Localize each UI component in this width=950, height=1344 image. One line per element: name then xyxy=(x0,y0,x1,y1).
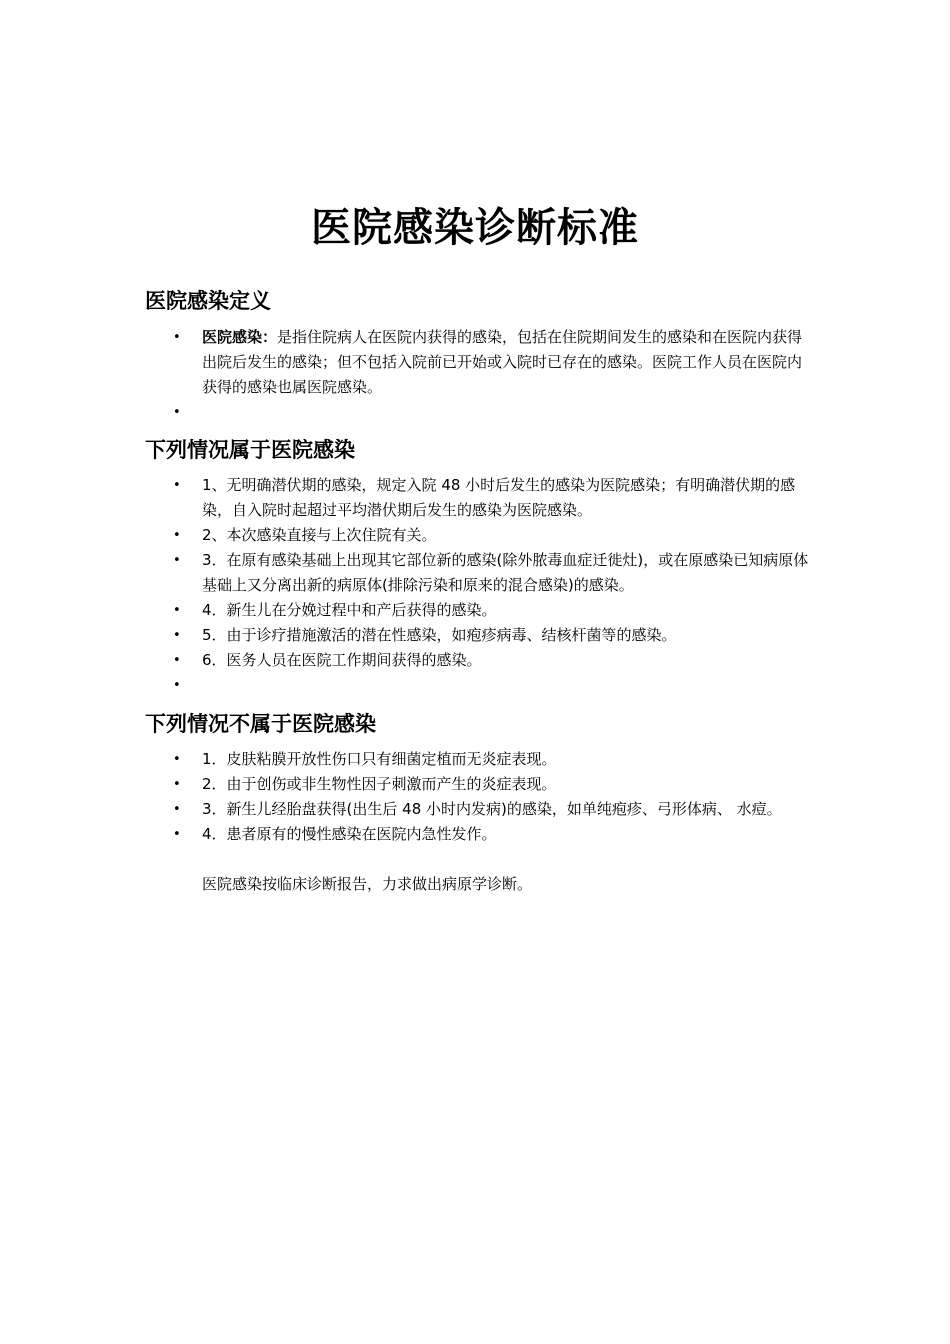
bullet-icon: • xyxy=(173,553,181,568)
bullet-icon: • xyxy=(173,653,181,668)
bullet-icon: • xyxy=(173,777,181,792)
list-item xyxy=(170,623,810,648)
list-item-text: 3．在原有感染基础上出现其它部位新的感染(除外脓毒血症迁徙灶)，或在原感染已知病原体基础上又分离出新的病原体(排除污染和原来的混合感染)的感染。 xyxy=(202,551,809,594)
list-item xyxy=(170,747,810,772)
list-item-text: 4．患者原有的慢性感染在医院内急性发作。 xyxy=(202,825,497,843)
list-item-text: 2、本次感染直接与上次住院有关。 xyxy=(202,526,437,544)
closing-note: 医院感染按临床诊断报告，力求做出病原学诊断。 xyxy=(202,875,533,893)
definition-text: 是指住院病人在医院内获得的感染，包括在住院期间发生的感染和在医院内获得出院后发生的感染；但不包括入院前已开始或入院时已存在的感染。医院工作人员在医院内获得的感染也属医院感染。 xyxy=(202,328,803,396)
list-item xyxy=(170,523,810,548)
list-item-text: 5．由于诊疗措施激活的潜在性感染，如疱疹病毒、结核杆菌等的感染。 xyxy=(202,626,677,644)
list-item xyxy=(170,772,810,797)
document-title: 医院感染诊断标准 xyxy=(311,205,639,251)
list-item-text: 3．新生儿经胎盘获得(出生后 48 小时内发病)的感染，如单纯疱疹、弓形体病、 水痘。 xyxy=(202,800,782,818)
bullet-icon: • xyxy=(173,802,181,817)
list-item-text: 2．由于创伤或非生物性因子刺激而产生的炎症表现。 xyxy=(202,775,557,793)
excluded-cases-list xyxy=(170,747,810,847)
list-item xyxy=(170,648,810,673)
included-cases-list xyxy=(170,473,810,698)
list-item-text: 4．新生儿在分娩过程中和产后获得的感染。 xyxy=(202,601,497,619)
bullet-icon: • xyxy=(173,603,181,618)
section-heading-definition: 医院感染定义 xyxy=(145,289,271,313)
list-item xyxy=(170,473,810,523)
definition-term: 医院感染： xyxy=(202,328,278,346)
bullet-icon: • xyxy=(173,528,181,543)
list-item xyxy=(170,797,810,822)
bullet-icon: • xyxy=(173,827,181,842)
bullet-icon: • xyxy=(173,405,181,420)
list-item-text: 1．皮肤粘膜开放性伤口只有细菌定植而无炎症表现。 xyxy=(202,750,557,768)
list-item xyxy=(170,325,810,400)
bullet-icon: • xyxy=(173,678,181,693)
list-item xyxy=(170,673,810,698)
bullet-icon: • xyxy=(173,752,181,767)
bullet-icon: • xyxy=(173,478,181,493)
list-item-text: 6．医务人员在医院工作期间获得的感染。 xyxy=(202,651,482,669)
bullet-icon: • xyxy=(173,330,181,345)
list-item xyxy=(170,598,810,623)
list-item xyxy=(170,548,810,598)
definition-list xyxy=(170,325,810,425)
bullet-icon: • xyxy=(173,628,181,643)
list-item xyxy=(170,822,810,847)
section-heading-included: 下列情况属于医院感染 xyxy=(145,438,355,462)
list-item xyxy=(170,400,810,425)
section-heading-excluded: 下列情况不属于医院感染 xyxy=(145,712,376,736)
list-item-text: 1、无明确潜伏期的感染，规定入院 48 小时后发生的感染为医院感染；有明确潜伏期的感染，自入院时起超过平均潜伏期后发生的感染为医院感染。 xyxy=(202,476,796,519)
